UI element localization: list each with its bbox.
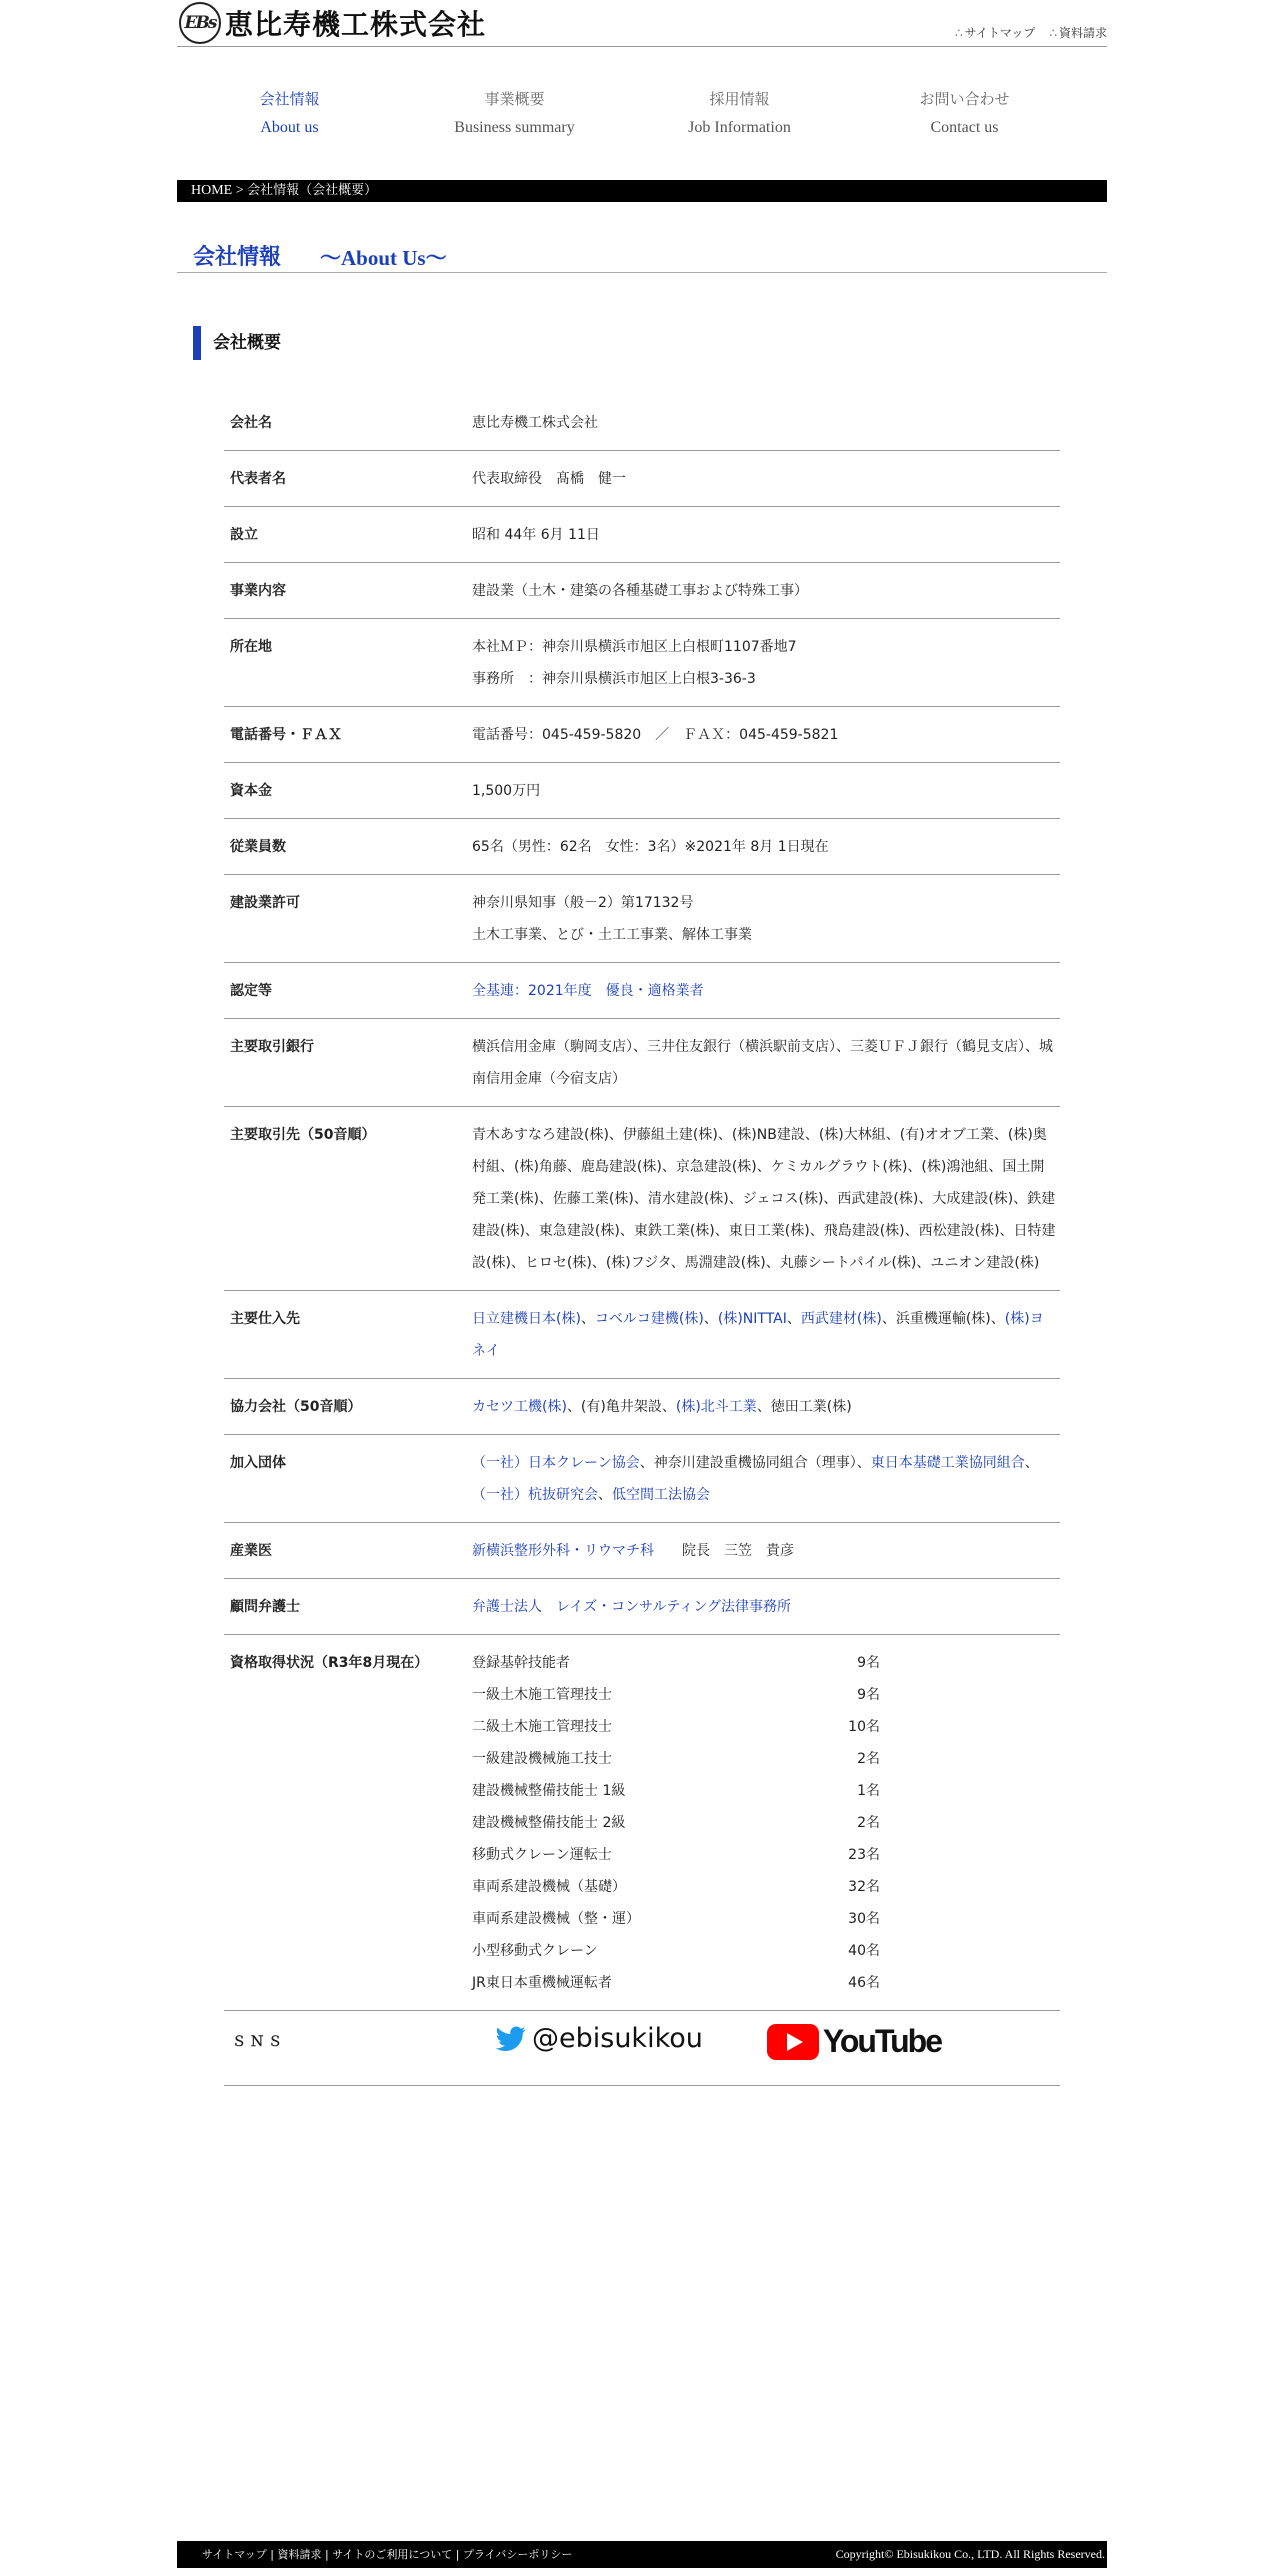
dot-icon: ∴ <box>955 26 963 40</box>
list-item <box>472 1871 880 1903</box>
qualification-count: 23名 <box>848 1847 880 1863</box>
list-item <box>472 1647 880 1679</box>
row-value: 代表取締役 髙橋 健一 <box>472 471 626 487</box>
supplier-link[interactable]: 日立建機日本(株) <box>472 1311 581 1327</box>
page-wrapper <box>177 0 1107 2568</box>
qualification-count: 40名 <box>848 1943 880 1959</box>
partner-link[interactable]: カセツ工機(株) <box>472 1399 567 1415</box>
row-value <box>472 631 1060 695</box>
qualification-count: 2名 <box>857 1751 880 1767</box>
table-row <box>224 1291 1060 1379</box>
row-label: 建設業許可 <box>230 895 300 911</box>
row-value: 昭和 44年 6月 11日 <box>472 527 600 543</box>
breadcrumb <box>177 180 1107 202</box>
twitter-handle: @ebisukikou <box>532 2023 703 2054</box>
row-label: 従業員数 <box>230 839 286 855</box>
table-row <box>224 963 1060 1019</box>
row-value: 横浜信用金庫（駒岡支店）、三井住友銀行（横浜駅前支店）、三菱ＵＦＪ銀行（鶴見支店）、城南信用金庫（今宿支店） <box>472 1039 1053 1087</box>
nav-business[interactable] <box>402 88 627 137</box>
list-item <box>472 1839 880 1871</box>
license-number: 神奈川県知事（般－2）第17132号 <box>472 895 694 911</box>
qualification-count: 30名 <box>848 1911 880 1927</box>
table-row <box>224 1435 1060 1523</box>
row-value: 電話番号：045-459-5820 ／ ＦＡＸ：045-459-5821 <box>472 727 839 743</box>
global-nav <box>177 88 1107 137</box>
row-label: 産業医 <box>230 1543 272 1559</box>
qualification-name: JR東日本重機械運転者 <box>472 1975 612 1991</box>
row-value <box>472 1591 1060 1623</box>
table-row <box>224 1019 1060 1107</box>
logo-mark-icon: EBs <box>179 2 221 44</box>
table-row <box>224 819 1060 875</box>
row-value: 建設業（土木・建築の各種基礎工事および特殊工事） <box>472 583 808 599</box>
nav-contact[interactable] <box>852 88 1077 137</box>
qualification-name: 車両系建設機械（整・運） <box>472 1911 640 1927</box>
row-label: 顧問弁護士 <box>230 1599 300 1615</box>
license-types: 土木工事業、とび・土工工事業、解体工事業 <box>472 927 752 943</box>
list-item <box>472 1967 880 1999</box>
supplier-link[interactable]: 西武建材(株) <box>800 1311 882 1327</box>
qualification-list <box>472 1647 1060 1999</box>
logo[interactable] <box>179 2 486 44</box>
row-label: ＳＮＳ <box>232 2034 286 2050</box>
twitter-link[interactable] <box>496 2023 703 2054</box>
qualification-count: 10名 <box>848 1719 880 1735</box>
nav-about[interactable] <box>177 88 402 137</box>
row-label: 主要取引先（50音順） <box>230 1127 376 1143</box>
table-row <box>224 1635 1060 2011</box>
nav-about-ja: 会社情報 <box>259 90 320 108</box>
list-item <box>472 1903 880 1935</box>
row-value: （一社）日本クレーン協会、神奈川建設重機協同組合（理事）、東日本基礎工業協同組合、（一社）杭抜研究会、低空間工法協会 <box>472 1455 1039 1503</box>
nav-contact-en: Contact us <box>930 119 999 136</box>
row-label: 主要仕入先 <box>230 1311 300 1327</box>
qualification-count: 9名 <box>857 1655 880 1671</box>
supplier-text: 、浜重機運輸(株)、 <box>881 1311 1005 1327</box>
site-footer <box>177 2541 1107 2568</box>
address-hq: 本社ＭＰ：神奈川県横浜市旭区上白根町1107番地7 <box>472 639 797 655</box>
company-profile-table <box>224 395 1060 2086</box>
nav-business-en: Business summary <box>454 119 575 136</box>
list-item <box>472 1679 880 1711</box>
qualification-name: 移動式クレーン運転士 <box>472 1847 612 1863</box>
row-label: 協力会社（50音順） <box>230 1399 362 1415</box>
table-row <box>224 875 1060 963</box>
copyright: Copyright© Ebisukikou Co., LTD. All Rights Reserved. <box>835 2547 1105 2561</box>
row-value: 1,500万円 <box>472 783 541 799</box>
qualification-count: 46名 <box>848 1975 880 1991</box>
youtube-link[interactable] <box>767 2023 941 2060</box>
table-row <box>224 1379 1060 1435</box>
partner-link[interactable]: (株)北斗工業 <box>675 1399 757 1415</box>
section-title: 会社概要 <box>193 326 281 360</box>
page-title <box>177 240 1107 273</box>
association-link[interactable]: （一社）日本クレーン協会 <box>472 1455 640 1471</box>
partner-text: 、(有)亀井架設、 <box>566 1399 676 1415</box>
list-item <box>472 1807 880 1839</box>
association-link[interactable]: 低空間工法協会 <box>612 1487 710 1503</box>
list-item <box>472 1935 880 1967</box>
list-item <box>472 1775 880 1807</box>
row-value: 青木あすなろ建設(株)、伊藤組土建(株)、(株)NB建設、(株)大林組、(有)オオブ工業、(株)奥村組、(株)角藤、鹿島建設(株)、京急建設(株)、ケミカルグラウト(株)、(株)鴻池組、国土開発工業(株)、佐藤工業(株)、清水建設(株)、ジェコス(株)、西武建設(株)、大成建設(株)、鉄建建設(株)、東急建設(株)、東鉄工業(株)、東日工業(株)、飛島建設(株)、西松建設(株)、日特建設(株)、ヒロセ(株)、(株)フジタ、馬淵建設(株)、丸藤シートパイル(株)、ユニオン建設(株) <box>472 1127 1056 1271</box>
qualification-count: 1名 <box>857 1783 880 1799</box>
qualification-name: 車両系建設機械（基礎） <box>472 1879 626 1895</box>
sitemap-link-label: サイトマップ <box>964 26 1036 40</box>
footer-links[interactable]: サイトマップ | 資料請求 | サイトのご利用について | プライバシーポリシー <box>202 2548 573 2561</box>
twitter-icon <box>496 2026 526 2052</box>
qualification-count: 9名 <box>857 1687 880 1703</box>
association-link[interactable]: 東日本基礎工業協同組合 <box>870 1455 1025 1471</box>
row-label: 資格取得状況（R3年8月現在） <box>230 1655 429 1671</box>
association-text: 、神奈川建設重機協同組合（理事）、 <box>639 1455 871 1471</box>
youtube-wordmark: YouTube <box>822 2023 941 2059</box>
table-row <box>224 619 1060 707</box>
table-row <box>224 2011 1060 2086</box>
page-title-en: ～About Us～ <box>320 246 447 270</box>
table-row <box>224 1579 1060 1635</box>
address-office: 事務所 ：神奈川県横浜市旭区上白根3-36-3 <box>472 671 756 687</box>
row-value <box>472 975 1060 1007</box>
supplier-link[interactable]: コベルコ建機(株) <box>594 1311 704 1327</box>
qualification-name: 建設機械整備技能士 1級 <box>472 1783 626 1799</box>
row-label: 事業内容 <box>230 583 286 599</box>
doctor-link[interactable]: 新横浜整形外科・リウマチ科 <box>472 1543 654 1559</box>
company-name: 恵比寿機工株式会社 <box>225 8 487 41</box>
row-label: 加入団体 <box>230 1455 286 1471</box>
row-label: 代表者名 <box>230 471 286 487</box>
breadcrumb-home[interactable]: HOME <box>191 183 233 198</box>
row-value: 恵比寿機工株式会社 <box>472 415 598 431</box>
qualification-name: 一級土木施工管理技士 <box>472 1687 612 1703</box>
request-docs-link[interactable] <box>1049 24 1107 41</box>
qualification-name: 小型移動式クレーン <box>472 1943 598 1959</box>
qualification-name: 二級土木施工管理技士 <box>472 1719 612 1735</box>
row-value <box>472 1535 1060 1567</box>
sitemap-link[interactable] <box>955 24 1035 41</box>
lawyer-link[interactable]: 弁護士法人 レイズ・コンサルティング法律事務所 <box>472 1599 792 1615</box>
list-item <box>472 1711 880 1743</box>
row-value: 65名（男性：62名 女性：3名）※2021年 8月 1日現在 <box>472 839 829 855</box>
row-label: 資本金 <box>230 783 272 799</box>
table-row <box>224 763 1060 819</box>
qualification-name: 登録基幹技能者 <box>472 1655 570 1671</box>
certification-link[interactable]: 全基連：2021年度 優良・適格業者 <box>472 983 704 999</box>
row-label: 所在地 <box>230 639 272 655</box>
nav-jobs-en: Job Information <box>688 119 791 136</box>
breadcrumb-current: 会社情報（会社概要） <box>247 183 378 198</box>
site-header <box>177 0 1107 47</box>
breadcrumb-separator: > <box>232 183 248 198</box>
qualification-count: 32名 <box>848 1879 880 1895</box>
table-row <box>224 395 1060 451</box>
table-row <box>224 507 1060 563</box>
row-value <box>472 1391 1060 1423</box>
row-label: 主要取引銀行 <box>230 1039 314 1055</box>
dot-icon: ∴ <box>1049 26 1057 40</box>
association-link[interactable]: （一社）杭抜研究会 <box>472 1487 598 1503</box>
table-row <box>224 1523 1060 1579</box>
partner-text: 、徳田工業(株) <box>756 1399 852 1415</box>
row-value <box>472 887 1060 951</box>
row-label: 電話番号・ＦＡＸ <box>230 727 342 743</box>
request-docs-link-label: 資料請求 <box>1058 26 1107 40</box>
row-value: 日立建機日本(株)、コベルコ建機(株)、(株)NITTAI、西武建材(株)、浜重機運輸(株)、(株)ヨネイ <box>472 1311 1044 1359</box>
supplier-link[interactable]: (株)NITTAI <box>717 1311 787 1327</box>
qualification-count: 2名 <box>857 1815 880 1831</box>
nav-contact-ja: お問い合わせ <box>919 90 1010 108</box>
table-row <box>224 451 1060 507</box>
qualification-name: 一級建設機械施工技士 <box>472 1751 612 1767</box>
nav-business-ja: 事業概要 <box>484 90 545 108</box>
youtube-icon <box>767 2024 819 2060</box>
nav-jobs-ja: 採用情報 <box>709 90 770 108</box>
supplier-link[interactable]: (株)ヨネイ <box>472 1311 1044 1359</box>
page-title-ja: 会社情報 <box>193 245 282 270</box>
nav-about-en: About us <box>260 119 319 136</box>
utility-links <box>955 24 1107 41</box>
doctor-text: 院長 三笠 貴彦 <box>654 1543 794 1559</box>
row-label: 認定等 <box>230 983 272 999</box>
nav-jobs[interactable] <box>627 88 852 137</box>
table-row <box>224 1107 1060 1291</box>
row-label: 会社名 <box>230 415 272 431</box>
table-row <box>224 707 1060 763</box>
qualification-name: 建設機械整備技能士 2級 <box>472 1815 626 1831</box>
row-label: 設立 <box>230 527 258 543</box>
table-row <box>224 563 1060 619</box>
list-item <box>472 1743 880 1775</box>
